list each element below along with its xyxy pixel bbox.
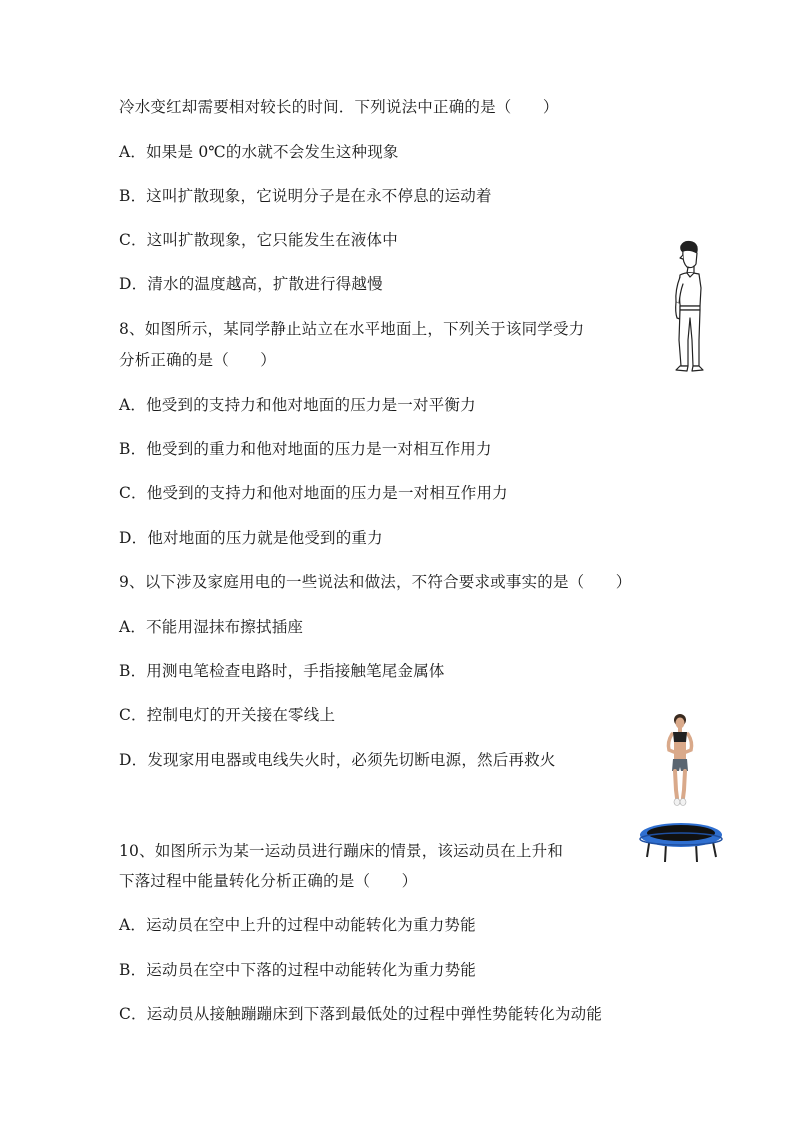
q9-option-d: D．发现家用电器或电线失火时，必须先切断电源，然后再救火 [119, 751, 556, 769]
q9-option-c: C．控制电灯的开关接在零线上 [119, 706, 336, 724]
q10-option-b: B．运动员在空中下落的过程中动能转化为重力势能 [119, 961, 476, 979]
q7-option-d: D．清水的温度越高，扩散进行得越慢 [119, 275, 383, 293]
q10-option-c: C．运动员从接触蹦蹦床到下落到最低处的过程中弹性势能转化为动能 [119, 1005, 603, 1023]
q10-stem-line-2: 下落过程中能量转化分析正确的是（ ） [119, 872, 418, 890]
q7-option-a: A．如果是 0℃的水就不会发生这种现象 [119, 143, 399, 161]
q9-option-b: B．用测电笔检查电路时，手指接触笔尾金属体 [119, 662, 445, 680]
q8-stem-line-1: 8、如图所示，某同学静止站立在水平地面上，下列关于该同学受力 [119, 320, 585, 338]
q8-option-b: B．他受到的重力和他对地面的压力是一对相互作用力 [119, 440, 492, 458]
q8-option-d: D．他对地面的压力就是他受到的重力 [119, 529, 383, 547]
q7-option-b: B．这叫扩散现象，它说明分子是在永不停息的运动着 [119, 187, 492, 205]
q10-stem-line-1: 10、如图所示为某一运动员进行蹦床的情景，该运动员在上升和 [119, 842, 564, 860]
q8-option-c: C．他受到的支持力和他对地面的压力是一对相互作用力 [119, 484, 508, 502]
q9-option-a: A．不能用湿抹布擦拭插座 [119, 618, 304, 636]
q8-option-a: A．他受到的支持力和他对地面的压力是一对平衡力 [119, 396, 476, 414]
q10-option-a: A．运动员在空中上升的过程中动能转化为重力势能 [119, 916, 476, 934]
q7-stem-tail: 冷水变红却需要相对较长的时间．下列说法中正确的是（ ） [119, 98, 559, 116]
q9-stem: 9、以下涉及家庭用电的一些说法和做法，不符合要求或事实的是（ ） [119, 573, 632, 591]
trampoline-athlete-figure [636, 712, 726, 864]
standing-student-figure [666, 240, 712, 375]
q8-stem-line-2: 分析正确的是（ ） [119, 351, 277, 369]
q7-option-c: C．这叫扩散现象，它只能发生在液体中 [119, 231, 398, 249]
